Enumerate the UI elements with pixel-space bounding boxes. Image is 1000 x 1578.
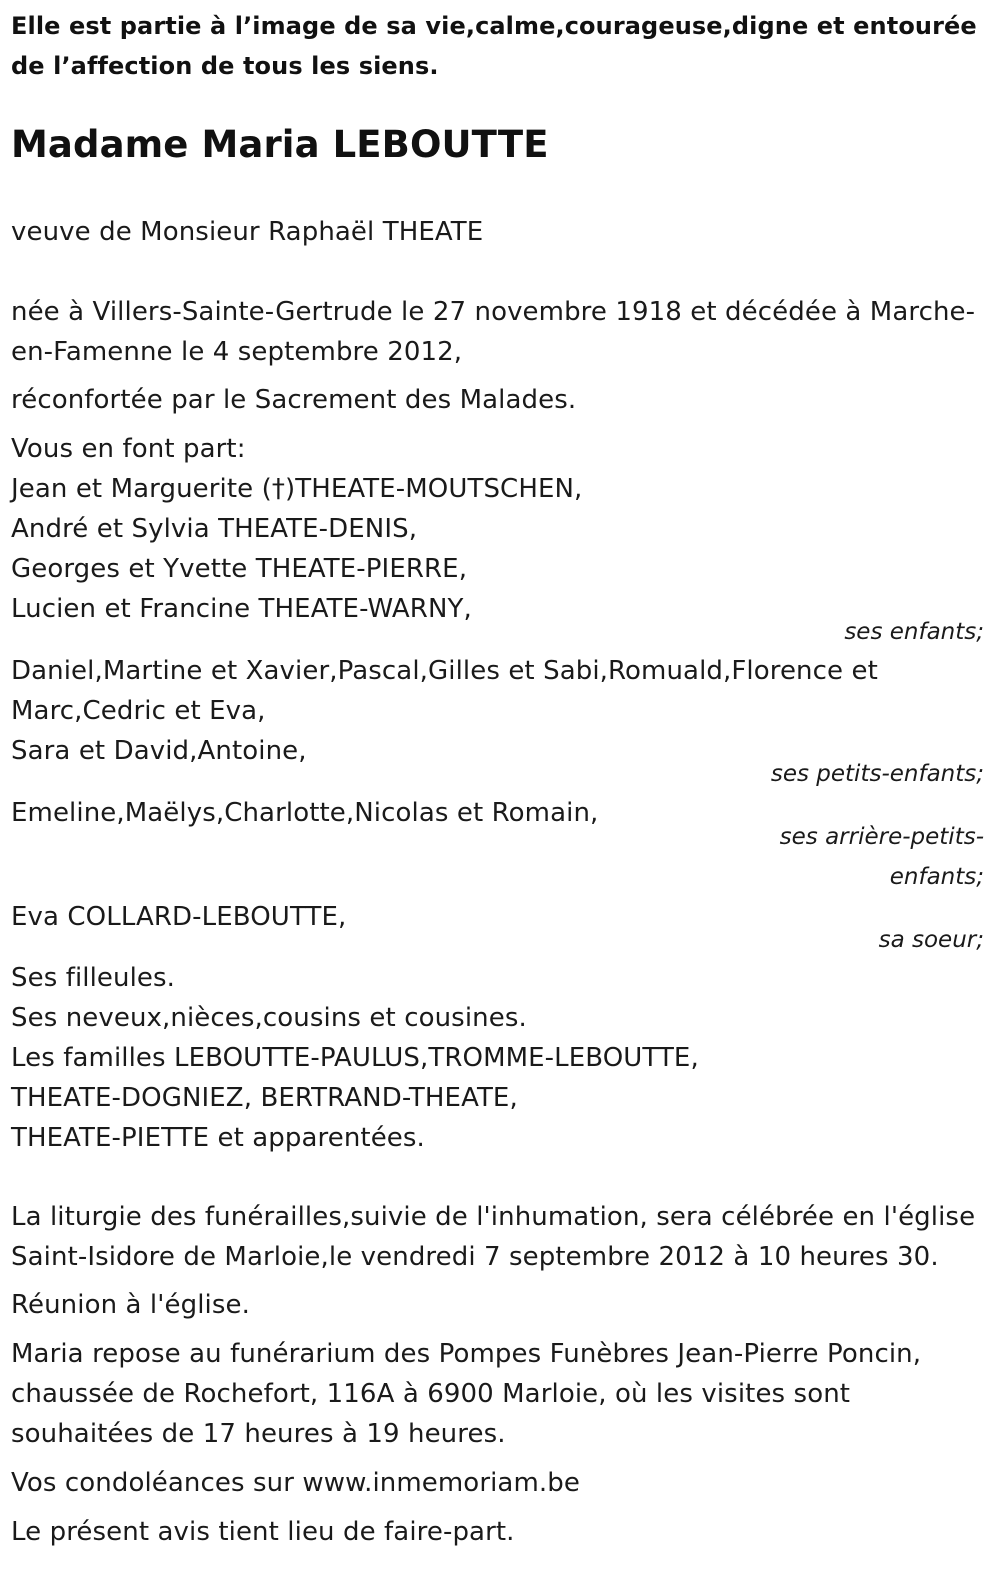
repose-line-2: chaussée de Rochefort, 116A à 6900 Marloie, où les visites sont	[11, 1379, 851, 1409]
liturgy-line-1: La liturgie des funérailles,suivie de l'inhumation, sera célébrée en l'église	[11, 1202, 976, 1232]
others-line: Les familles LEBOUTTE-PAULUS,TROMME-LEBOUTTE,	[11, 1043, 699, 1073]
sister-relation-label: sa soeur;	[878, 927, 984, 953]
liturgy-line-2: Saint-Isidore de Marloie,le vendredi 7 septembre 2012 à 10 heures 30.	[11, 1242, 939, 1272]
meeting-line: Réunion à l'église.	[11, 1290, 250, 1320]
others-line: THEATE-DOGNIEZ, BERTRAND-THEATE,	[11, 1083, 518, 1113]
intro-line-1: Elle est partie à l’image de sa vie,calme,courageuse,digne et entourée	[11, 12, 977, 40]
widow-of-line: veuve de Monsieur Raphaël THEATE	[11, 217, 484, 247]
children-relation-label: ses enfants;	[844, 619, 984, 645]
great-grandchildren-relation-label-2: enfants;	[889, 864, 984, 890]
grandchildren-line: Marc,Cedric et Eva,	[11, 696, 266, 726]
deceased-name-title: Madame Maria LEBOUTTE	[11, 123, 549, 166]
birth-death-line-2: en-Famenne le 4 septembre 2012,	[11, 337, 463, 367]
child-line: André et Sylvia THEATE-DENIS,	[11, 514, 418, 544]
child-line: Jean et Marguerite (†)THEATE-MOUTSCHEN,	[11, 474, 583, 504]
others-line: Ses neveux,nièces,cousins et cousines.	[11, 1003, 527, 1033]
sacrament-line: réconfortée par le Sacrement des Malades.	[11, 385, 577, 415]
grandchildren-line: Daniel,Martine et Xavier,Pascal,Gilles et Sabi,Romuald,Florence et	[11, 656, 878, 686]
child-line: Lucien et Francine THEATE-WARNY,	[11, 594, 472, 624]
others-line: Ses filleules.	[11, 963, 176, 993]
repose-line-1: Maria repose au funérarium des Pompes Funèbres Jean-Pierre Poncin,	[11, 1339, 922, 1369]
grandchildren-line: Sara et David,Antoine,	[11, 736, 307, 766]
repose-line-3: souhaitées de 17 heures à 19 heures.	[11, 1419, 506, 1449]
child-line: Georges et Yvette THEATE-PIERRE,	[11, 554, 468, 584]
great-grandchildren-line: Emeline,Maëlys,Charlotte,Nicolas et Romain,	[11, 798, 599, 828]
great-grandchildren-relation-label-1: ses arrière-petits-	[779, 824, 984, 850]
others-line: THEATE-PIETTE et apparentées.	[11, 1123, 425, 1153]
announce-line: Vous en font part:	[11, 434, 246, 464]
condolences-line: Vos condoléances sur www.inmemoriam.be	[11, 1468, 580, 1498]
birth-death-line-1: née à Villers-Sainte-Gertrude le 27 novembre 1918 et décédée à Marche-	[11, 297, 976, 327]
intro-line-2: de l’affection de tous les siens.	[11, 52, 439, 80]
sister-line: Eva COLLARD-LEBOUTTE,	[11, 902, 347, 932]
grandchildren-relation-label: ses petits-enfants;	[770, 761, 984, 787]
notice-line: Le présent avis tient lieu de faire-part.	[11, 1517, 515, 1547]
